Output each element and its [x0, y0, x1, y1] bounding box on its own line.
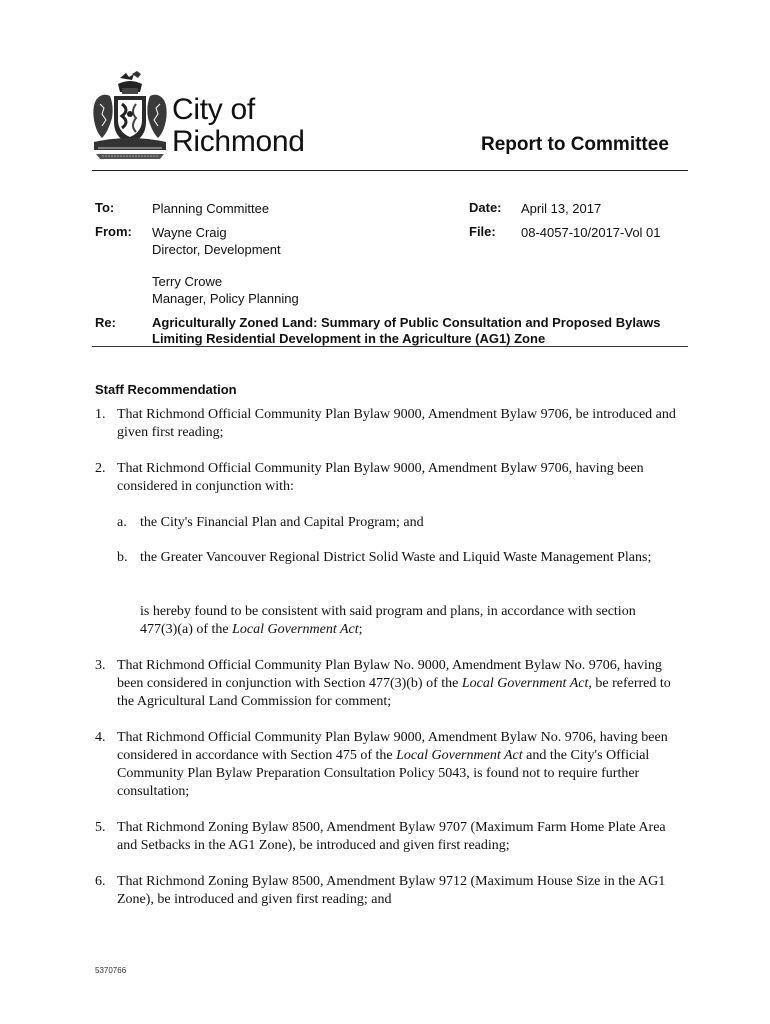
staff-recommendation-heading: Staff Recommendation [95, 382, 237, 397]
sub-item-a-text: the City's Financial Plan and Capital Program; and [140, 515, 424, 530]
from-name-1: Wayne Craig [152, 225, 227, 240]
sub-item-b-text: the Greater Vancouver Regional District Solid Waste and Liquid Waste Management Plans; [140, 550, 652, 565]
item-4-number: 4. [95, 730, 106, 745]
item-1-number: 1. [95, 407, 106, 422]
sub-item-a-letter: a. [117, 515, 127, 530]
date-label: Date: [469, 200, 502, 215]
consistency-act-name: Local Government Act [232, 622, 359, 637]
from-title-2: Manager, Policy Planning [152, 291, 299, 306]
consistency-end: ; [358, 622, 363, 637]
logo-line-1: City of [172, 93, 255, 126]
file-label: File: [469, 224, 496, 239]
item-3-act-name: Local Government Act [461, 676, 589, 691]
from-block-1 [152, 224, 281, 258]
item-6-text: That Richmond Zoning Bylaw 8500, Amendment Bylaw 9712 (Maximum House Size in the AG1 Zone), be introduced and given first reading; and [117, 874, 666, 907]
to-label: To: [95, 200, 115, 215]
from-title-1: Director, Development [152, 242, 281, 257]
subject-divider [92, 346, 688, 347]
item-3-number: 3. [95, 658, 106, 673]
item-1-text: That Richmond Official Community Plan Bylaw 9000, Amendment Bylaw 9706, be introduced and given first reading; [117, 407, 676, 440]
item-3-text-end: , be referred to the Agricultural Land Commission for comment; [117, 676, 671, 709]
re-label: Re: [95, 315, 116, 330]
logo-line-2: Richmond [172, 125, 305, 158]
city-logo-text [172, 94, 305, 158]
item-2-number: 2. [95, 461, 106, 476]
item-4-text [117, 729, 683, 801]
report-title: Report to Committee [481, 134, 669, 155]
from-name-2: Terry Crowe [152, 274, 223, 289]
item-5-number: 5. [95, 820, 106, 835]
item-4-act-name: Local Government Act [396, 748, 523, 763]
city-crest-logo [92, 70, 168, 162]
item-5-text: That Richmond Zoning Bylaw 8500, Amendment Bylaw 9707 (Maximum Farm Home Plate Area and Setbacks in the AG1 Zone), be introduced and given first reading; [117, 820, 666, 853]
item-3-text-start: That Richmond Official Community Plan Bylaw No. 9000, Amendment Bylaw No. 9706, having been considered in conjunction with Section 477(3)(b) of the [117, 658, 662, 691]
from-block-2 [152, 273, 299, 307]
from-label: From: [95, 224, 132, 239]
consistency-paragraph [140, 603, 670, 639]
date-value: April 13, 2017 [521, 201, 602, 216]
item-4-text-start: That Richmond Official Community Plan Bylaw 9000, Amendment Bylaw No. 9706, having been considered in accordance with Section 475 of the [117, 730, 668, 763]
re-subject: Agriculturally Zoned Land: Summary of Public Consultation and Proposed Bylaws Limiting Residential Development in the Agriculture (AG1) Zone [152, 315, 661, 346]
header-divider [92, 170, 688, 171]
to-value: Planning Committee [152, 201, 270, 216]
item-6-number: 6. [95, 874, 106, 889]
document-code: 5370766 [95, 966, 127, 975]
item-2-text: That Richmond Official Community Plan Bylaw 9000, Amendment Bylaw 9706, having been considered in conjunction with: [117, 461, 644, 494]
file-value: 08-4057-10/2017-Vol 01 [521, 225, 661, 240]
item-4-text-end: and the City's Official Community Plan Bylaw Preparation Consultation Policy 5043, is found not to require further consultation; [117, 748, 650, 799]
consistency-text: is hereby found to be consistent with said program and plans, in accordance with section 477(3)(a) of the [140, 604, 636, 637]
sub-item-b-letter: b. [117, 550, 128, 565]
item-3-text [117, 657, 683, 711]
